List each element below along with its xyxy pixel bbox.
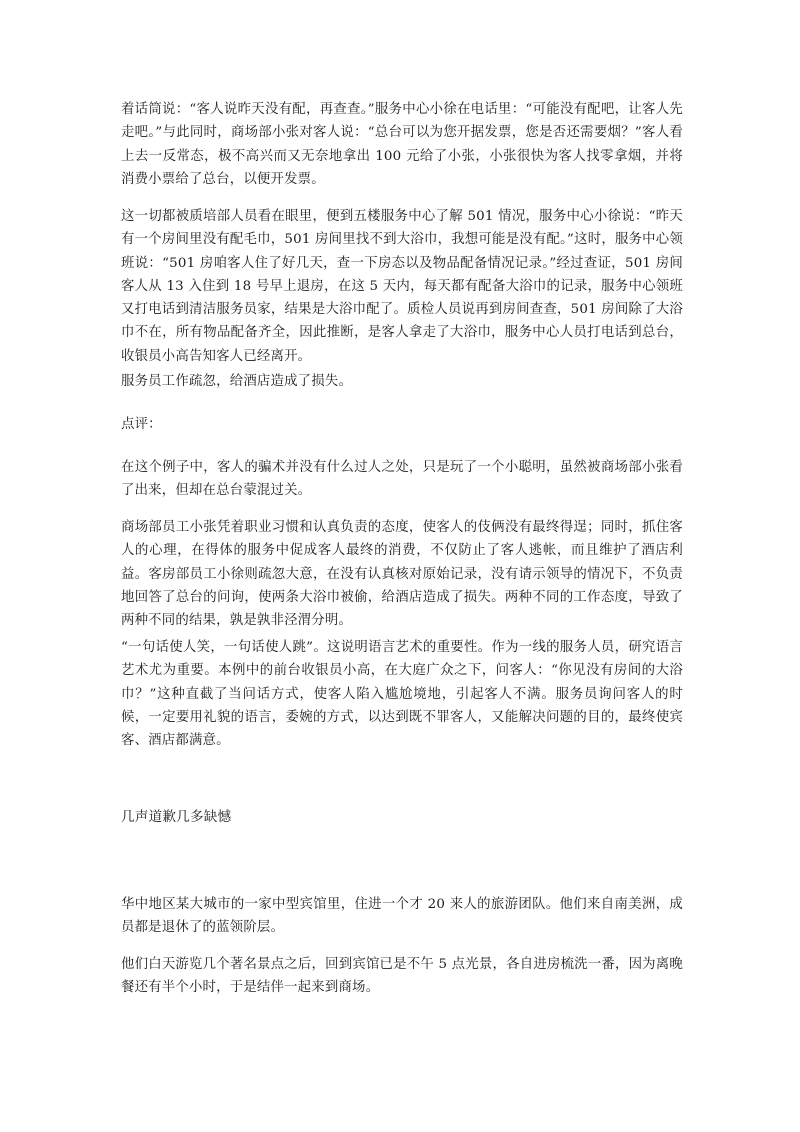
paragraph-9: 他们白天游览几个著名景点之后，回到宾馆已是不午 5 点光景，各自进房梳洗一番，因为离晚餐还有半个小时，于是结伴一起来到商场。 (121, 957, 683, 996)
paragraph-2: 这一切都被质培部人员看在眼里，便到五楼服务中心了解 501 情况，服务中心小徐说：“昨天有一个房间里没有配毛巾，501 房间里找不到大浴巾，我想可能是没有配。”这时，服务中心领班说：“501 房咱客人住了好几天，查一下房态以及物品配备情况记录。”经过查证，501 房间客人从 13 入住到 18 号早上退房，在这 5 天内，每天都有配备大浴巾的记录，服务中心领班又打电话到清洁服务员家，结果是大浴巾配了。质检人员说再到房间查查，501 房间除了大浴巾不在，所有物品配备齐全，因此推断，是客人拿走了大浴巾，服务中心人员打电话到总台，收银员小高告知客人已经离开。 (121, 209, 683, 364)
paragraph-7: “一句话使人笑，一句话使人跳”。这说明语言艺术的重要性。作为一线的服务人员，研究语言艺术尤为重要。本例中的前台收银员小高，在大庭广众之下，问客人：“你见没有房间的大浴巾？”这种直截了当问话方式，使客人陷入尴尬境地，引起客人不满。服务员询问客人的时候，一定要用礼貌的语言，委婉的方式，以达到既不罪客人，又能解决问题的目的，最终使宾客、酒店都满意。 (121, 640, 683, 749)
paragraph-5: 在这个例子中，客人的骗术并没有什么过人之处，只是玩了一个小聪明，虽然被商场部小张看了出来，但却在总台蒙混过关。 (121, 460, 683, 499)
paragraph-1: 着话筒说：“客人说昨天没有配，再查查。”服务中心小徐在电话里：“可能没有配吧，让客人先走吧。”与此同时，商场部小张对客人说：“总台可以为您开据发票，您是否还需要烟？”客人看上去一反常态，极不高兴而又无奈地拿出 100 元给了小张，小张很快为客人找零拿烟，并将消费小票给了总台，以便开发票。 (121, 102, 683, 187)
paragraph-8: 华中地区某大城市的一家中型宾馆里，住进一个才 20 来人的旅游团队。他们来自南美洲，成员都是退休了的蓝领阶层。 (121, 897, 683, 936)
paragraph-6: 商场部员工小张凭着职业习惯和认真负责的态度，使客人的伎俩没有最终得逞；同时，抓住客人的心理，在得体的服务中促成客人最终的消费，不仅防止了客人逃帐，而且维护了酒店利益。客房部员工小徐则疏忽大意，在没有认真核对原始记录，没有请示领导的情况下，不负责地回答了总台的问询，使两条大浴巾被偷，给酒店造成了损失。两种不同的工作态度，导致了两种不同的结果，孰是孰非泾渭分明。 (121, 520, 683, 629)
section-heading: 几声道歉几多缺憾 (121, 809, 232, 825)
review-label: 点评： (121, 417, 162, 432)
paragraph-3: 服务员工作疏忽，给酒店造成了损失。 (121, 374, 353, 389)
